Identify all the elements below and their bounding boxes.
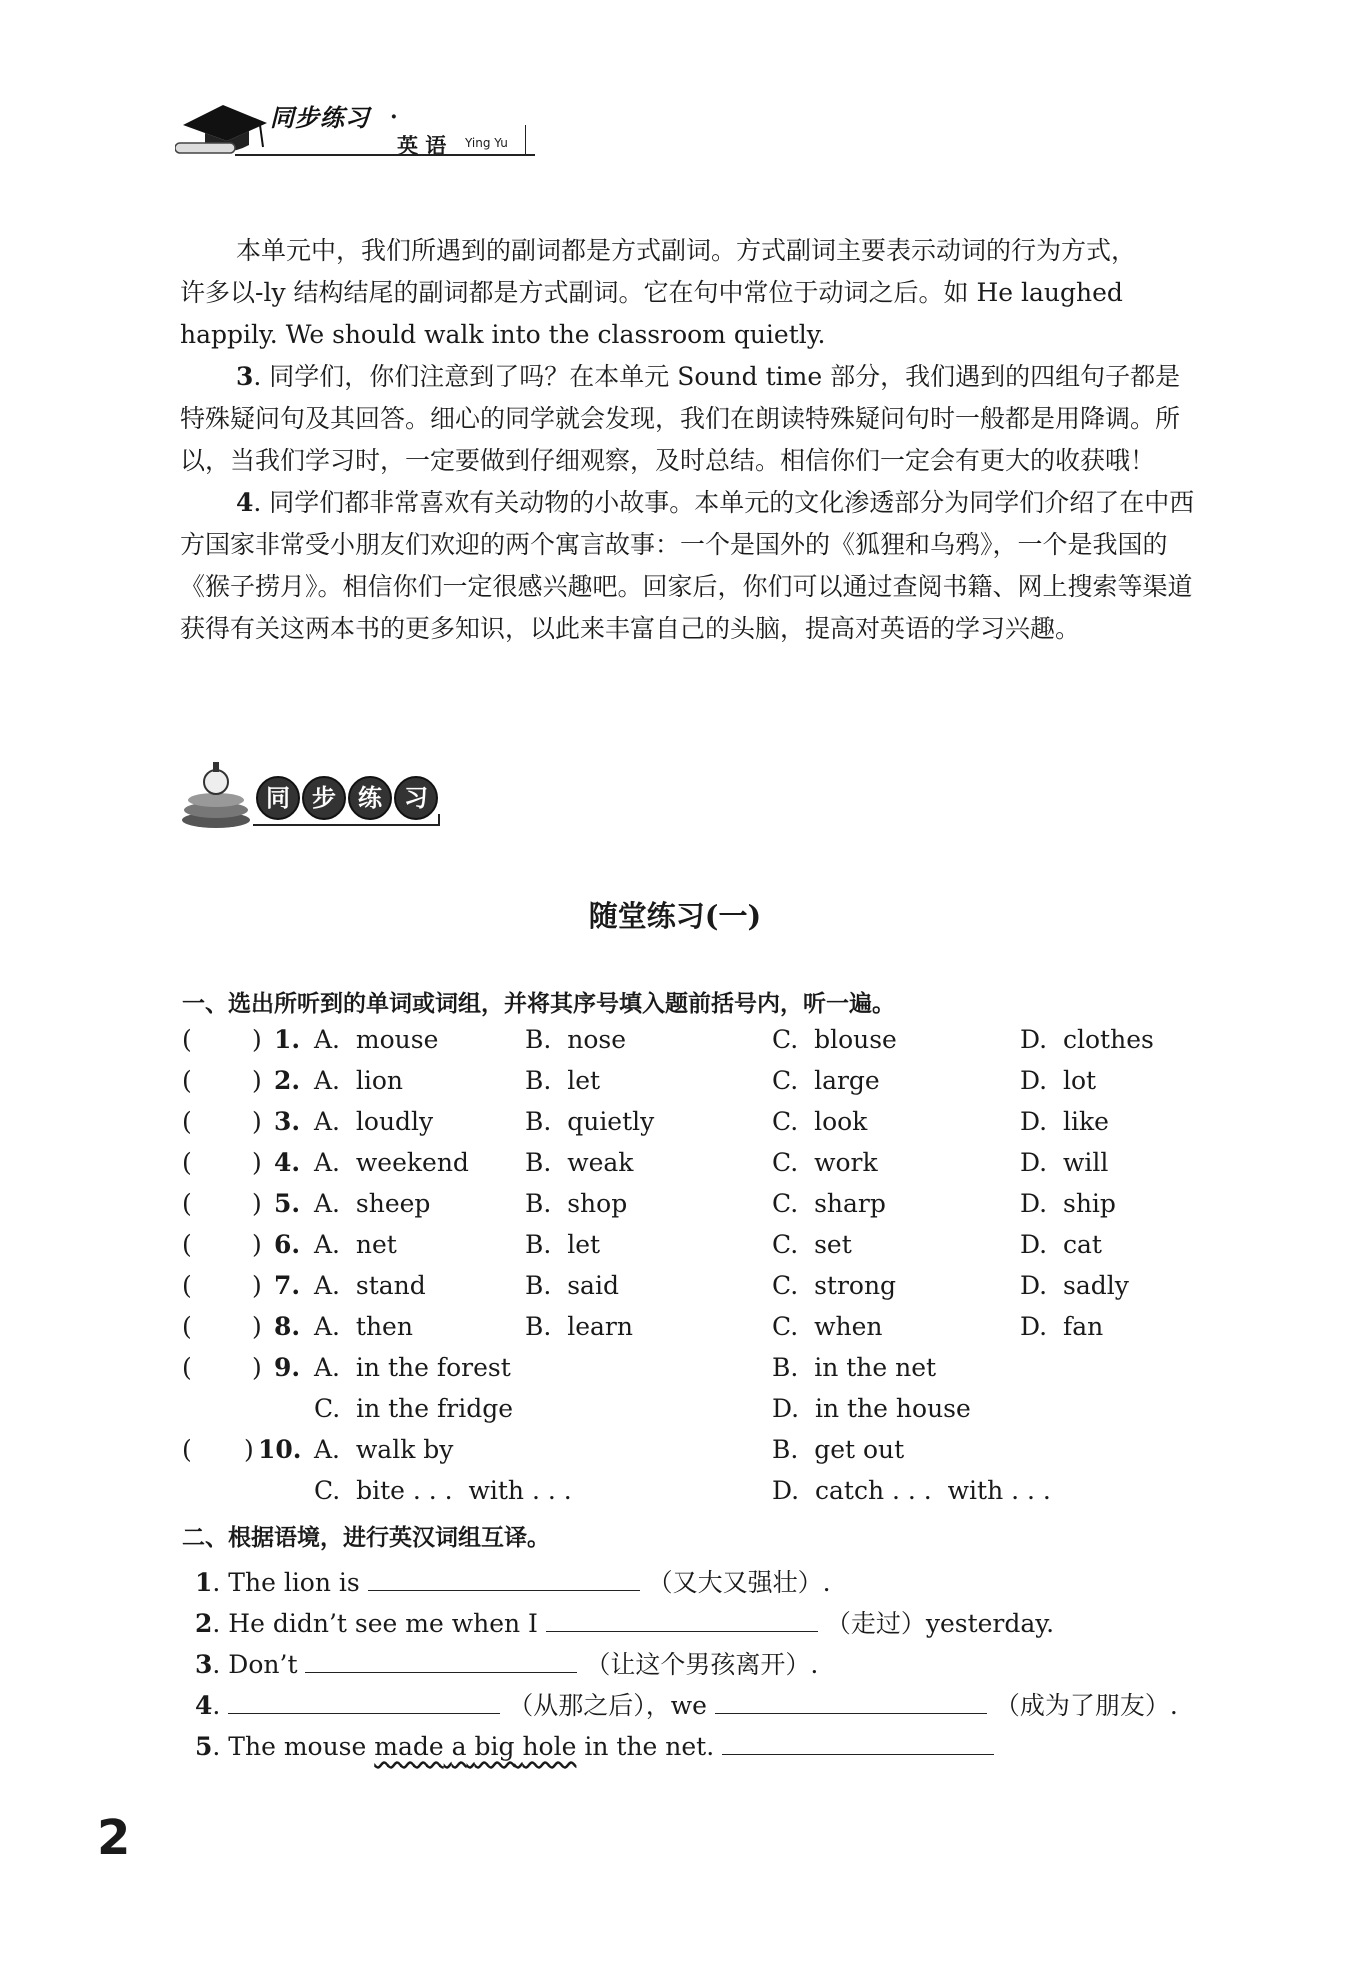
option-a: A. in the forest [314, 1353, 511, 1382]
intro-text [180, 230, 1200, 650]
sentence: 3. Don’t （让这个男孩离开）. [195, 1644, 818, 1681]
option-d: D. clothes [1020, 1025, 1154, 1054]
answer-bracket: ) [244, 1435, 254, 1464]
option-d: D. will [1020, 1148, 1109, 1177]
intro-line: 本单元中，我们所遇到的副词都是方式副词。方式副词主要表示动词的行为方式， [236, 236, 1137, 265]
option-c: C. sharp [772, 1189, 886, 1218]
page-header [175, 90, 535, 170]
question-row [182, 1066, 1182, 1106]
item-number: 3. [274, 1107, 301, 1136]
option-c: C. blouse [772, 1025, 897, 1054]
header-divider [525, 125, 526, 155]
option-b: B. learn [525, 1312, 633, 1341]
header-rule [235, 154, 535, 156]
page-number: 2 [97, 1810, 131, 1866]
question-row [182, 1025, 1182, 1065]
exercise-title: 随堂练习(一) [588, 899, 762, 933]
answer-bracket: ) [252, 1148, 262, 1177]
badge-char: 步 [302, 776, 346, 820]
option-c: C. large [772, 1066, 880, 1095]
question-row [182, 1271, 1182, 1311]
option-b: B. get out [772, 1435, 905, 1464]
item-number: 1. [274, 1025, 301, 1054]
header-title: 同步练习 [270, 104, 370, 132]
question-row [182, 1435, 1182, 1475]
answer-bracket[interactable]: ( [182, 1230, 192, 1259]
option-c: C. set [772, 1230, 852, 1259]
paragraph-text: . 同学们都非常喜欢有关动物的小故事。本单元的文化渗透部分为同学们介绍了在中西方国家非常受小朋友们欢迎的两个寓言故事：一个是国外的《狐狸和乌鸦》，一个是我国的《猴子捞月》。相信你们一定很感兴趣吧。回家后，你们可以通过查阅书籍、网上搜索等渠道获得有关这两本书的更多知识，以此来丰富自己的头脑，提高对英语的学习兴趣。 [180, 488, 1195, 643]
answer-bracket[interactable]: ( [182, 1107, 192, 1136]
item-number: 3 [195, 1650, 213, 1679]
question-row [182, 1107, 1182, 1147]
option-d: D. lot [1020, 1066, 1097, 1095]
intro-line: 许多以-ly 结构结尾的副词都是方式副词。它在句中常位于动词之后。如 He laughed [180, 278, 1123, 307]
intro-paragraph-4 [180, 482, 1200, 650]
option-a: A. then [314, 1312, 413, 1341]
item-number: 4 [195, 1691, 213, 1720]
option-a: A. walk by [314, 1435, 454, 1464]
header-subject: 英 语 [397, 134, 447, 158]
item-number: 7. [274, 1271, 301, 1300]
item-number: 5 [195, 1732, 213, 1761]
question-1-heading: 一、选出所听到的单词或词组，并将其序号填入题前括号内，听一遍。 [182, 991, 895, 1017]
question-2-heading: 二、根据语境，进行英汉词组互译。 [182, 1525, 550, 1551]
answer-blank[interactable] [228, 1685, 500, 1714]
option-d: D. cat [1020, 1230, 1102, 1259]
item-number: 1 [195, 1568, 213, 1597]
option-a: A. stand [314, 1271, 426, 1300]
answer-bracket: ) [252, 1025, 262, 1054]
paragraph-number: 3 [236, 362, 254, 391]
badge-char: 习 [394, 776, 438, 820]
option-c: C. work [772, 1148, 878, 1177]
item-number: 5. [274, 1189, 301, 1218]
option-a: A. lion [314, 1066, 404, 1095]
option-a: A. loudly [314, 1107, 434, 1136]
header-dot: · [390, 104, 398, 130]
option-b: B. in the net [772, 1353, 937, 1382]
answer-bracket: ) [252, 1312, 262, 1341]
answer-bracket: ) [252, 1189, 262, 1218]
option-c: C. look [772, 1107, 868, 1136]
answer-bracket: ) [252, 1066, 262, 1095]
intro-line: happily. We should walk into the classroom quietly. [180, 320, 826, 349]
question-row [182, 1312, 1182, 1352]
answer-bracket: ) [252, 1353, 262, 1382]
option-a: A. mouse [314, 1025, 439, 1054]
option-b: B. weak [525, 1148, 634, 1177]
question-row [182, 1148, 1182, 1188]
option-c: C. in the fridge [314, 1394, 514, 1423]
answer-bracket[interactable]: ( [182, 1066, 192, 1095]
answer-bracket[interactable]: ( [182, 1189, 192, 1218]
badge-char: 练 [348, 776, 392, 820]
option-b: B. nose [525, 1025, 626, 1054]
item-number: 2 [195, 1609, 213, 1638]
question-row [182, 1189, 1182, 1229]
answer-blank[interactable] [546, 1603, 818, 1632]
sentence: 5. The mouse made a big hole in the net. [195, 1726, 994, 1761]
books-lamp-icon [178, 752, 258, 832]
option-b: B. quietly [525, 1107, 655, 1136]
option-d: D. sadly [1020, 1271, 1129, 1300]
answer-blank[interactable] [722, 1726, 994, 1755]
question-row-continued [182, 1394, 1182, 1434]
sentence: 2. He didn’t see me when I （走过）yesterday. [195, 1603, 1054, 1640]
option-c: C. when [772, 1312, 883, 1341]
section-badge [178, 752, 448, 832]
answer-blank[interactable] [305, 1644, 577, 1673]
paragraph-number: 4 [236, 488, 254, 517]
question-row-continued [182, 1476, 1182, 1516]
item-number: 4. [274, 1148, 301, 1177]
translation-row [195, 1726, 1195, 1766]
answer-bracket[interactable]: ( [182, 1353, 192, 1382]
graduation-cap-icon [175, 95, 270, 160]
option-b: B. shop [525, 1189, 628, 1218]
answer-bracket[interactable]: ( [182, 1271, 192, 1300]
option-d: D. like [1020, 1107, 1109, 1136]
answer-bracket[interactable]: ( [182, 1435, 192, 1464]
answer-bracket: ) [252, 1271, 262, 1300]
item-number: 6. [274, 1230, 301, 1259]
item-number: 10. [258, 1435, 302, 1464]
badge-char: 同 [256, 776, 300, 820]
intro-paragraph-3 [180, 356, 1200, 482]
paragraph-text: . 同学们，你们注意到了吗？在本单元 Sound time 部分，我们遇到的四组句子都是特殊疑问句及其回答。细心的同学就会发现，我们在朗读特殊疑问句时一般都是用降调。所以，当我们学习时，一定要做到仔细观察，及时总结。相信你们一定会有更大的收获哦！ [180, 362, 1181, 475]
item-number: 9. [274, 1353, 301, 1382]
option-c: C. bite . . . with . . . [314, 1476, 572, 1505]
answer-bracket: ) [252, 1107, 262, 1136]
badge-underline [253, 814, 440, 826]
option-b: B. said [525, 1271, 619, 1300]
answer-bracket[interactable]: ( [182, 1312, 192, 1341]
answer-bracket[interactable]: ( [182, 1025, 192, 1054]
answer-blank[interactable] [715, 1685, 987, 1714]
option-c: C. strong [772, 1271, 897, 1300]
option-a: A. weekend [314, 1148, 469, 1177]
option-b: B. let [525, 1066, 601, 1095]
translation-row [195, 1644, 1195, 1684]
translation-row [195, 1685, 1195, 1725]
answer-bracket[interactable]: ( [182, 1148, 192, 1177]
question-row [182, 1230, 1182, 1270]
option-b: B. let [525, 1230, 601, 1259]
underlined-phrase: made a big hole [374, 1732, 577, 1761]
option-d: D. catch . . . with . . . [772, 1476, 1051, 1505]
option-d: D. ship [1020, 1189, 1116, 1218]
option-d: D. in the house [772, 1394, 971, 1423]
answer-bracket: ) [252, 1230, 262, 1259]
translation-row [195, 1562, 1195, 1602]
option-a: A. sheep [314, 1189, 431, 1218]
answer-blank[interactable] [368, 1562, 640, 1591]
sentence: 4. （从那之后），we （成为了朋友）. [195, 1685, 1178, 1722]
translation-row [195, 1603, 1195, 1643]
item-number: 8. [274, 1312, 301, 1341]
item-number: 2. [274, 1066, 301, 1095]
option-a: A. net [314, 1230, 397, 1259]
sentence: 1. The lion is （又大又强壮）. [195, 1562, 831, 1599]
question-row [182, 1353, 1182, 1393]
option-d: D. fan [1020, 1312, 1104, 1341]
header-pinyin: Ying Yu [465, 136, 508, 150]
